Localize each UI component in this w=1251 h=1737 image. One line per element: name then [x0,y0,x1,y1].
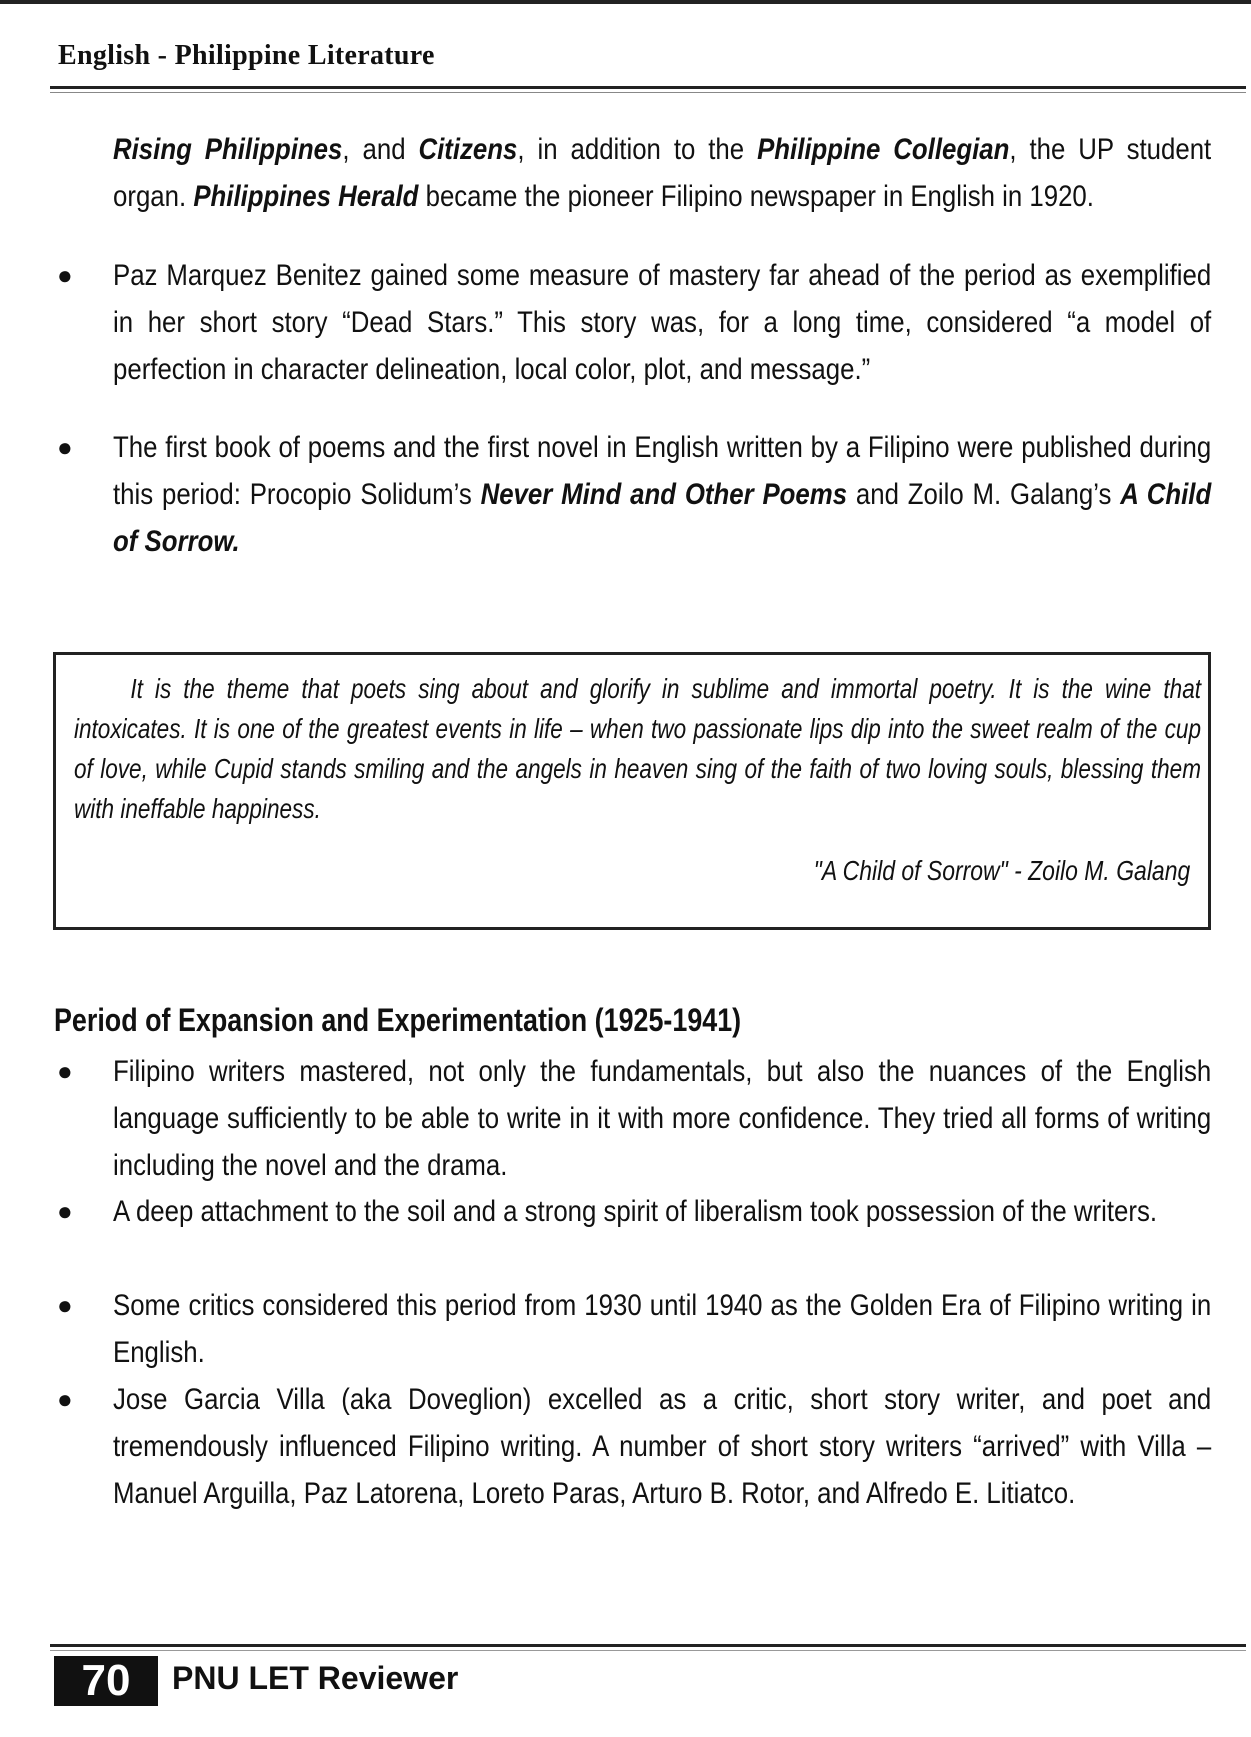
bullet-marker: ● [57,260,73,290]
emphasized-title: Philippine Collegian [757,133,1010,166]
text-run: became the pioneer Filipino newspaper in English in 1920. [418,180,1094,213]
bullet-marker: ● [57,1056,73,1086]
emphasized-title: Citizens [418,133,518,166]
text-run: Jose Garcia Villa (aka Doveglion) excelled as a critic, short story writer, and poet and tremendously influenced Filipino writing. A number of short story writers “arrived” with Villa – Manuel Arguilla, Paz Latorena, Loreto Paras, Arturo B. Rotor, and Alfredo E. Litiatco. [113,1383,1212,1510]
header-rule [50,86,1246,89]
footer-rule [50,1644,1246,1647]
list-item [113,252,1211,393]
intro-paragraph [113,126,1211,220]
list-item [113,1282,1211,1376]
list-item [113,1376,1211,1517]
footer-title: PNU LET Reviewer [172,1660,459,1696]
bullet-marker: ● [57,432,73,462]
bullet-marker: ● [57,1384,73,1414]
text-run: A deep attachment to the soil and a strong spirit of liberalism took possession of the writers. [113,1195,1158,1228]
emphasized-title: Rising Philippines [113,133,343,166]
text-run: Paz Marquez Benitez gained some measure of mastery far ahead of the period as exemplified in her short story “Dead Stars.” This story was, for a long time, considered “a model of perfection in character delineation, local color, plot, and message.” [113,259,1212,386]
text-run: , the UP student organ. [113,133,1212,213]
text-run: Some critics considered this period from 1930 until 1940 as the Golden Era of Filipino writing in English. [113,1289,1212,1369]
list-item [113,1048,1211,1189]
quote-text: It is the theme that poets sing about and glorify in sublime and immortal poetry. It is the wine that intoxicates. It is one of the greatest events in life – when two passionate lips dip into the sweet realm of the cup of love, while Cupid stands smiling and the angels in heaven sing of the faith of two loving souls, blessing them with ineffable happiness. [74,673,1202,824]
emphasized-title: Never Mind and Other Poems [480,478,848,511]
page-number-badge: 70 [54,1656,158,1706]
list-item [113,424,1211,565]
text-run: Filipino writers mastered, not only the fundamentals, but also the nuances of the English language sufficiently to be able to write in it with more confidence. They tried all forms of writing including the novel and the drama. [113,1055,1212,1182]
emphasized-title: A Child of Sorrow. [113,478,1212,558]
footer-rule-thin [50,1650,1246,1651]
text-run: , in addition to the [517,133,758,166]
emphasized-title: Philippines Herald [193,180,419,213]
quote-box [53,652,1211,930]
text-run: The first book of poems and the first novel in English written by a Filipino were published during this period: Procopio Solidum’s [113,431,1212,511]
running-header: English - Philippine Literature [58,40,435,71]
text-run: , and [342,133,419,166]
bullet-marker: ● [57,1290,73,1320]
bullet-marker: ● [57,1196,73,1226]
section-heading: Period of Expansion and Experimentation (1925-1941) [54,1002,742,1038]
list-item [113,1188,1211,1235]
top-rule [0,0,1251,4]
header-rule-thin [50,92,1246,93]
text-run: and Zoilo M. Galang’s [847,478,1121,511]
quote-attribution: "A Child of Sorrow" - Zoilo M. Galang [813,855,1190,886]
